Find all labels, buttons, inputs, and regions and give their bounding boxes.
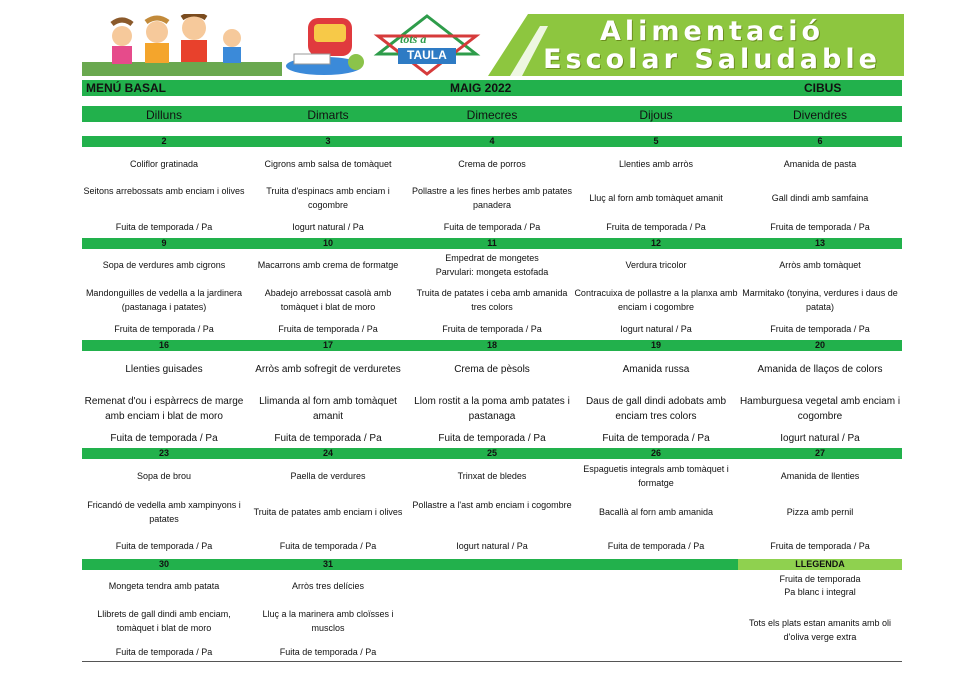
dessert: Fruita de temporada / Pa — [114, 324, 214, 334]
second-course: Truita de patates i ceba amb amanida tres colors — [416, 288, 568, 312]
day-wednesday: Dimecres — [466, 108, 518, 122]
dessert: Iogurt natural / Pa — [292, 222, 364, 232]
first-course: Amanida de pasta — [783, 159, 857, 169]
second-course: Gall dindi amb samfaina — [771, 193, 869, 203]
dessert: Iogurt natural / Pa — [780, 433, 860, 444]
second-course: Llibrets de gall dindi amb enciam, tomàquet i blat de moro — [97, 609, 231, 633]
second-course: Llom rostit a la poma amb patates i pastanaga — [414, 396, 570, 422]
weekday-header — [82, 106, 902, 122]
second-course: Lluç al forn amb tomàquet amanit — [589, 193, 723, 203]
second-course: Pizza amb pernil — [786, 507, 854, 517]
legend-fruit: Fruita de temporada — [779, 574, 861, 584]
first-course: Paella de verdures — [290, 471, 366, 481]
first-course: Arròs amb tomàquet — [779, 260, 861, 270]
first-course: Coliflor gratinada — [129, 159, 199, 169]
date: 26 — [650, 448, 661, 458]
first-course: Espaguetis integrals amb tomàquet i formatge — [583, 464, 729, 488]
second-course: Pollastre a les fines herbes amb patates panadera — [411, 186, 573, 210]
first-course: Llenties guisades — [125, 364, 203, 375]
second-course: Contracuixa de pollastre a la planxa amb enciam i cogombre — [574, 288, 738, 312]
menu-header-bar — [82, 80, 902, 96]
date: 12 — [650, 238, 661, 248]
date: 4 — [489, 136, 495, 146]
second-course: Pollastre a l'ast amb enciam i cogombre — [412, 500, 572, 510]
dessert: Iogurt natural / Pa — [620, 324, 692, 334]
first-course: Verdura tricolor — [625, 260, 687, 270]
date: 18 — [486, 340, 497, 350]
day-friday: Divendres — [792, 108, 848, 122]
dessert: Fruita de temporada / Pa — [770, 541, 870, 551]
first-course: Empedrat de mongetes Parvulari: mongeta estofada — [435, 253, 549, 277]
dessert: Fuita de temporada / Pa — [279, 647, 377, 657]
week-4-dates — [82, 448, 902, 459]
date: 23 — [158, 448, 169, 458]
second-course: Truita de patates amb enciam i olives — [253, 507, 403, 517]
first-course: Arròs amb sofregit de verduretes — [255, 364, 401, 375]
date: 11 — [487, 238, 497, 248]
lunchbox-illustration — [284, 14, 370, 76]
dessert: Fruita de temporada / Pa — [770, 222, 870, 232]
bottom-divider — [82, 661, 902, 662]
dessert: Fuita de temporada / Pa — [607, 541, 705, 551]
date: 20 — [814, 340, 825, 350]
second-course: Llimanda al forn amb tomàquet amanit — [259, 396, 397, 422]
date: 31 — [322, 559, 333, 569]
dessert: Fuita de temporada / Pa — [438, 433, 546, 444]
second-course: Lluç a la marinera amb cloïsses i musclos — [262, 609, 394, 633]
second-course: Mandonguilles de vedella a la jardinera (pastanaga i patates) — [85, 288, 243, 312]
dessert: Fruita de temporada / Pa — [770, 324, 870, 334]
tots-a-taula-logo — [372, 14, 482, 76]
menu-company: CIBUS — [804, 81, 842, 95]
day-tuesday: Dimarts — [307, 108, 349, 122]
dessert: Fuita de temporada / Pa — [279, 541, 377, 551]
week-1-dates — [82, 136, 902, 147]
first-course: Macarrons amb crema de formatge — [257, 260, 399, 270]
date: 6 — [817, 136, 823, 146]
second-course: Seitons arrebossats amb enciam i olives — [83, 186, 245, 196]
week-2-dates — [82, 238, 902, 249]
dessert: Fuita de temporada / Pa — [443, 222, 541, 232]
day-thursday: Dijous — [639, 108, 673, 122]
second-course: Daus de gall dindi adobats amb enciam tres colors — [585, 396, 727, 422]
date: 5 — [653, 136, 659, 146]
dessert: Fuita de temporada / Pa — [274, 433, 382, 444]
second-course: Marmitako (tonyina, verdures i daus de patata) — [742, 288, 898, 312]
first-course: Amanida de llenties — [780, 471, 860, 481]
first-course: Sopa de brou — [136, 471, 192, 481]
first-course: Crema de pèsols — [454, 364, 530, 375]
menu-type: MENÚ BASAL — [86, 81, 166, 95]
legend-note: Tots els plats estan amanits amb oli d'oliva verge extra — [748, 618, 892, 642]
banner-title-line1: Alimentació — [599, 16, 824, 47]
week-3-dates — [82, 340, 902, 351]
first-course: Cigrons amb salsa de tomàquet — [264, 159, 392, 169]
logo-text-top: tots a — [400, 32, 427, 46]
dessert: Fruita de temporada / Pa — [278, 324, 378, 334]
date: 25 — [486, 448, 497, 458]
legend-bread: Pa blanc i integral — [784, 587, 856, 597]
dessert: Fuita de temporada / Pa — [115, 541, 213, 551]
date: 2 — [161, 136, 167, 146]
second-course: Abadejo arrebossat casolà amb tomàquet i blat de moro — [264, 288, 392, 312]
date: 9 — [161, 238, 167, 248]
date: 16 — [158, 340, 169, 350]
logo-text-bottom: TAULA — [407, 48, 447, 62]
second-course: Truita d'espinacs amb enciam i cogombre — [266, 186, 390, 210]
menu-month: MAIG 2022 — [450, 81, 512, 95]
second-course: Remenat d'ou i espàrrecs de marge amb enciam i blat de moro — [84, 396, 244, 422]
first-course: Llenties amb arròs — [618, 159, 694, 169]
second-course: Bacallà al forn amb amanida — [598, 507, 714, 517]
dessert: Fuita de temporada / Pa — [115, 647, 213, 657]
dessert: Fuita de temporada / Pa — [115, 222, 213, 232]
first-course: Amanida de llaços de colors — [757, 364, 883, 375]
banner-title-line2: Escolar Saludable — [543, 44, 881, 75]
second-course: Fricandó de vedella amb xampinyons i patates — [87, 500, 241, 524]
dessert: Fuita de temporada / Pa — [602, 433, 710, 444]
legend-header: LLEGENDA — [738, 559, 902, 570]
date: 10 — [322, 238, 333, 248]
first-course: Crema de porros — [458, 159, 526, 169]
day-monday: Dilluns — [145, 108, 182, 122]
dessert: Fruita de temporada / Pa — [442, 324, 542, 334]
dessert: Fuita de temporada / Pa — [110, 433, 218, 444]
second-course: Hamburguesa vegetal amb enciam i cogombre — [739, 396, 901, 422]
date: 24 — [322, 448, 333, 458]
children-illustration — [82, 14, 282, 76]
date: 27 — [814, 448, 825, 458]
first-course: Mongeta tendra amb patata — [108, 581, 220, 591]
date: 3 — [325, 136, 331, 146]
date: 30 — [158, 559, 169, 569]
date: 19 — [650, 340, 661, 350]
first-course: Sopa de verdures amb cigrons — [102, 260, 226, 270]
first-course: Amanida russa — [622, 364, 690, 375]
date: 13 — [814, 238, 825, 248]
week-5-dates — [82, 559, 738, 570]
date: 17 — [322, 340, 333, 350]
first-course: Trinxat de bledes — [457, 471, 527, 481]
dessert: Fruita de temporada / Pa — [606, 222, 706, 232]
first-course: Arròs tres delícies — [291, 581, 365, 591]
dessert: Iogurt natural / Pa — [456, 541, 528, 551]
